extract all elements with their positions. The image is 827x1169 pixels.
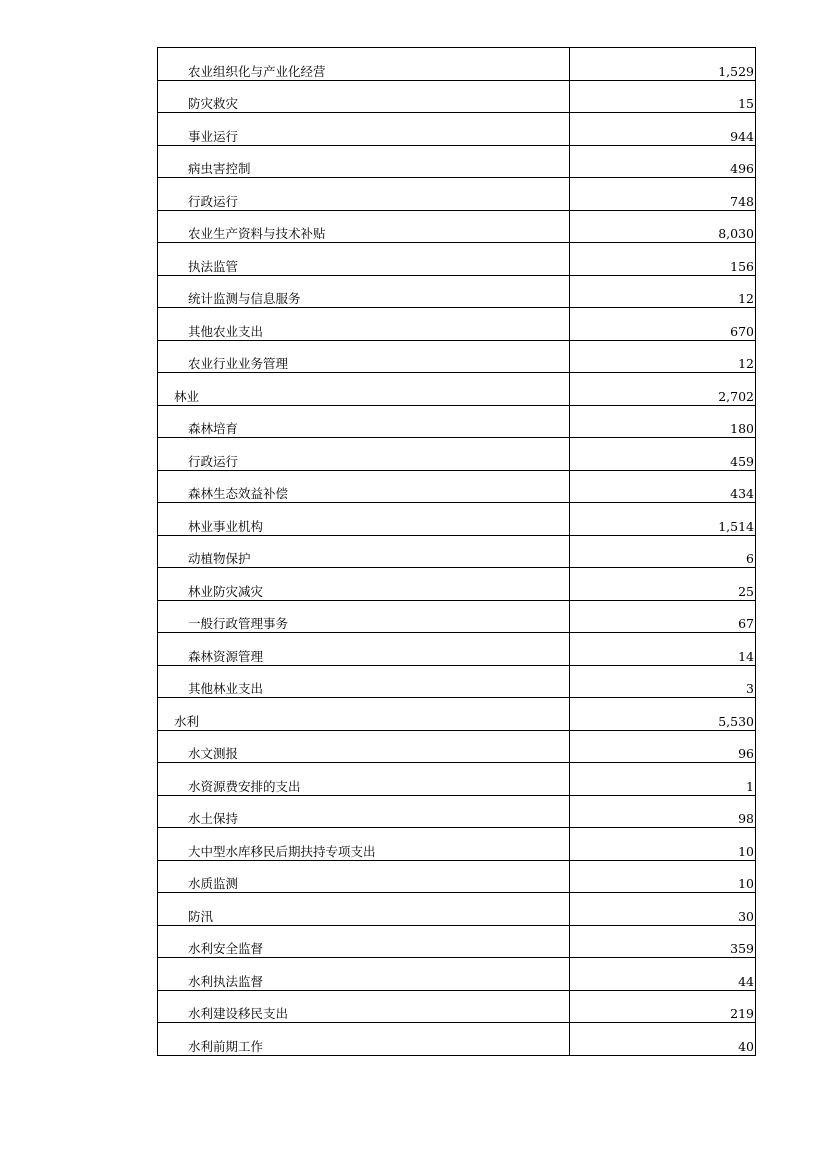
item-name-cell [158,178,570,211]
row-label: 农业生产资料与技术补贴 [188,226,326,241]
item-name-cell [158,470,570,503]
amount-cell [570,665,756,698]
table-row [158,828,756,861]
table-row [158,145,756,178]
row-amount: 14 [738,648,754,664]
row-amount: 5,530 [718,713,754,729]
table-row [158,568,756,601]
row-label: 林业防灾减灾 [188,583,264,599]
table-row [158,633,756,666]
table-row [158,990,756,1023]
row-label: 其他林业支出 [188,681,264,696]
table-row [158,698,756,731]
item-name-cell [158,763,570,796]
amount-cell [570,503,756,536]
table-row [158,600,756,633]
table-row [158,438,756,471]
item-name-cell [158,113,570,146]
row-label: 森林资源管理 [188,648,264,664]
table-row [158,178,756,211]
amount-cell [570,535,756,568]
row-label: 水质监测 [188,876,239,891]
row-amount: 180 [730,421,754,436]
item-name-cell [158,340,570,373]
amount-cell [570,308,756,341]
item-name-cell [158,535,570,568]
item-name-cell [158,210,570,243]
item-name-cell [158,275,570,308]
table-row [158,113,756,146]
row-amount: 1 [746,778,754,794]
row-amount: 2,702 [718,388,754,404]
category-name-cell [158,373,570,406]
row-label: 水资源费安排的支出 [188,778,301,794]
amount-cell [570,48,756,81]
item-name-cell [158,568,570,601]
row-amount: 44 [738,973,754,989]
table-row [158,470,756,503]
table-row [158,535,756,568]
row-amount: 67 [738,616,754,631]
row-label: 森林培育 [188,421,239,436]
amount-cell [570,210,756,243]
table-row [158,210,756,243]
row-amount: 459 [730,453,754,469]
item-name-cell [158,405,570,438]
amount-cell [570,275,756,308]
item-name-cell [158,48,570,81]
row-amount: 219 [730,1006,754,1021]
amount-cell [570,243,756,276]
amount-cell [570,893,756,926]
row-label: 森林生态效益补偿 [188,486,289,501]
item-name-cell [158,893,570,926]
row-amount: 30 [738,908,754,924]
row-amount: 359 [730,941,754,956]
item-name-cell [158,990,570,1023]
row-amount: 1,529 [718,63,754,79]
row-amount: 10 [738,876,754,891]
table-row [158,275,756,308]
amount-cell [570,178,756,211]
row-amount: 12 [738,291,754,306]
row-label: 林业事业机构 [188,518,264,534]
amount-cell [570,145,756,178]
item-name-cell [158,795,570,828]
row-amount: 670 [730,323,754,339]
amount-cell [570,633,756,666]
amount-cell [570,1023,756,1056]
amount-cell [570,795,756,828]
table-row [158,340,756,373]
table-row [158,795,756,828]
budget-expenditure-table [157,47,756,1056]
item-name-cell [158,600,570,633]
row-amount: 10 [738,843,754,859]
row-label: 水土保持 [188,811,239,826]
row-label: 农业行业业务管理 [188,356,289,371]
amount-cell [570,113,756,146]
item-name-cell [158,1023,570,1056]
table-body [158,48,756,1056]
table-row [158,763,756,796]
item-name-cell [158,925,570,958]
row-label: 林业 [174,388,200,404]
amount-cell [570,373,756,406]
row-amount: 496 [730,161,754,176]
row-label: 水利执法监督 [188,973,264,989]
row-amount: 156 [730,258,754,274]
row-label: 执法监管 [188,258,239,274]
row-amount: 1,514 [718,518,754,534]
row-label: 防灾救灾 [188,96,239,111]
amount-cell [570,828,756,861]
amount-cell [570,860,756,893]
row-amount: 25 [738,583,754,599]
table-row [158,80,756,113]
row-label: 水利 [174,713,200,729]
item-name-cell [158,145,570,178]
item-name-cell [158,438,570,471]
table-row [158,860,756,893]
row-label: 一般行政管理事务 [188,616,289,631]
item-name-cell [158,633,570,666]
amount-cell [570,730,756,763]
row-amount: 748 [730,193,754,209]
amount-cell [570,600,756,633]
item-name-cell [158,243,570,276]
item-name-cell [158,308,570,341]
row-label: 水利建设移民支出 [188,1006,289,1021]
row-amount: 40 [738,1038,754,1054]
row-label: 农业组织化与产业化经营 [188,63,326,79]
item-name-cell [158,958,570,991]
row-label: 病虫害控制 [188,161,251,176]
amount-cell [570,340,756,373]
row-amount: 6 [746,551,754,566]
amount-cell [570,568,756,601]
row-label: 动植物保护 [188,551,251,566]
amount-cell [570,698,756,731]
table-row [158,665,756,698]
row-label: 行政运行 [188,193,239,209]
amount-cell [570,958,756,991]
row-label: 统计监测与信息服务 [188,291,301,306]
row-label: 其他农业支出 [188,323,264,339]
row-amount: 98 [738,811,754,826]
table-row [158,925,756,958]
row-amount: 15 [738,96,754,111]
table-row [158,373,756,406]
item-name-cell [158,860,570,893]
row-amount: 12 [738,356,754,371]
table-row [158,48,756,81]
table-row [158,893,756,926]
table-row [158,730,756,763]
table-row [158,958,756,991]
row-amount: 3 [746,681,754,696]
item-name-cell [158,828,570,861]
amount-cell [570,470,756,503]
category-name-cell [158,698,570,731]
amount-cell [570,763,756,796]
amount-cell [570,925,756,958]
item-name-cell [158,730,570,763]
row-label: 事业运行 [188,128,239,144]
amount-cell [570,990,756,1023]
row-label: 大中型水库移民后期扶持专项支出 [188,843,376,859]
table-row [158,308,756,341]
amount-cell [570,405,756,438]
item-name-cell [158,503,570,536]
row-amount: 96 [738,746,754,761]
row-amount: 434 [730,486,754,501]
row-amount: 944 [730,128,754,144]
table-row [158,405,756,438]
row-label: 水文测报 [188,746,239,761]
table-row [158,1023,756,1056]
row-label: 防汛 [188,908,214,924]
table-row [158,243,756,276]
row-amount: 8,030 [718,226,754,241]
row-label: 行政运行 [188,453,239,469]
table-row [158,503,756,536]
amount-cell [570,80,756,113]
amount-cell [570,438,756,471]
item-name-cell [158,665,570,698]
row-label: 水利前期工作 [188,1038,264,1054]
row-label: 水利安全监督 [188,941,264,956]
item-name-cell [158,80,570,113]
